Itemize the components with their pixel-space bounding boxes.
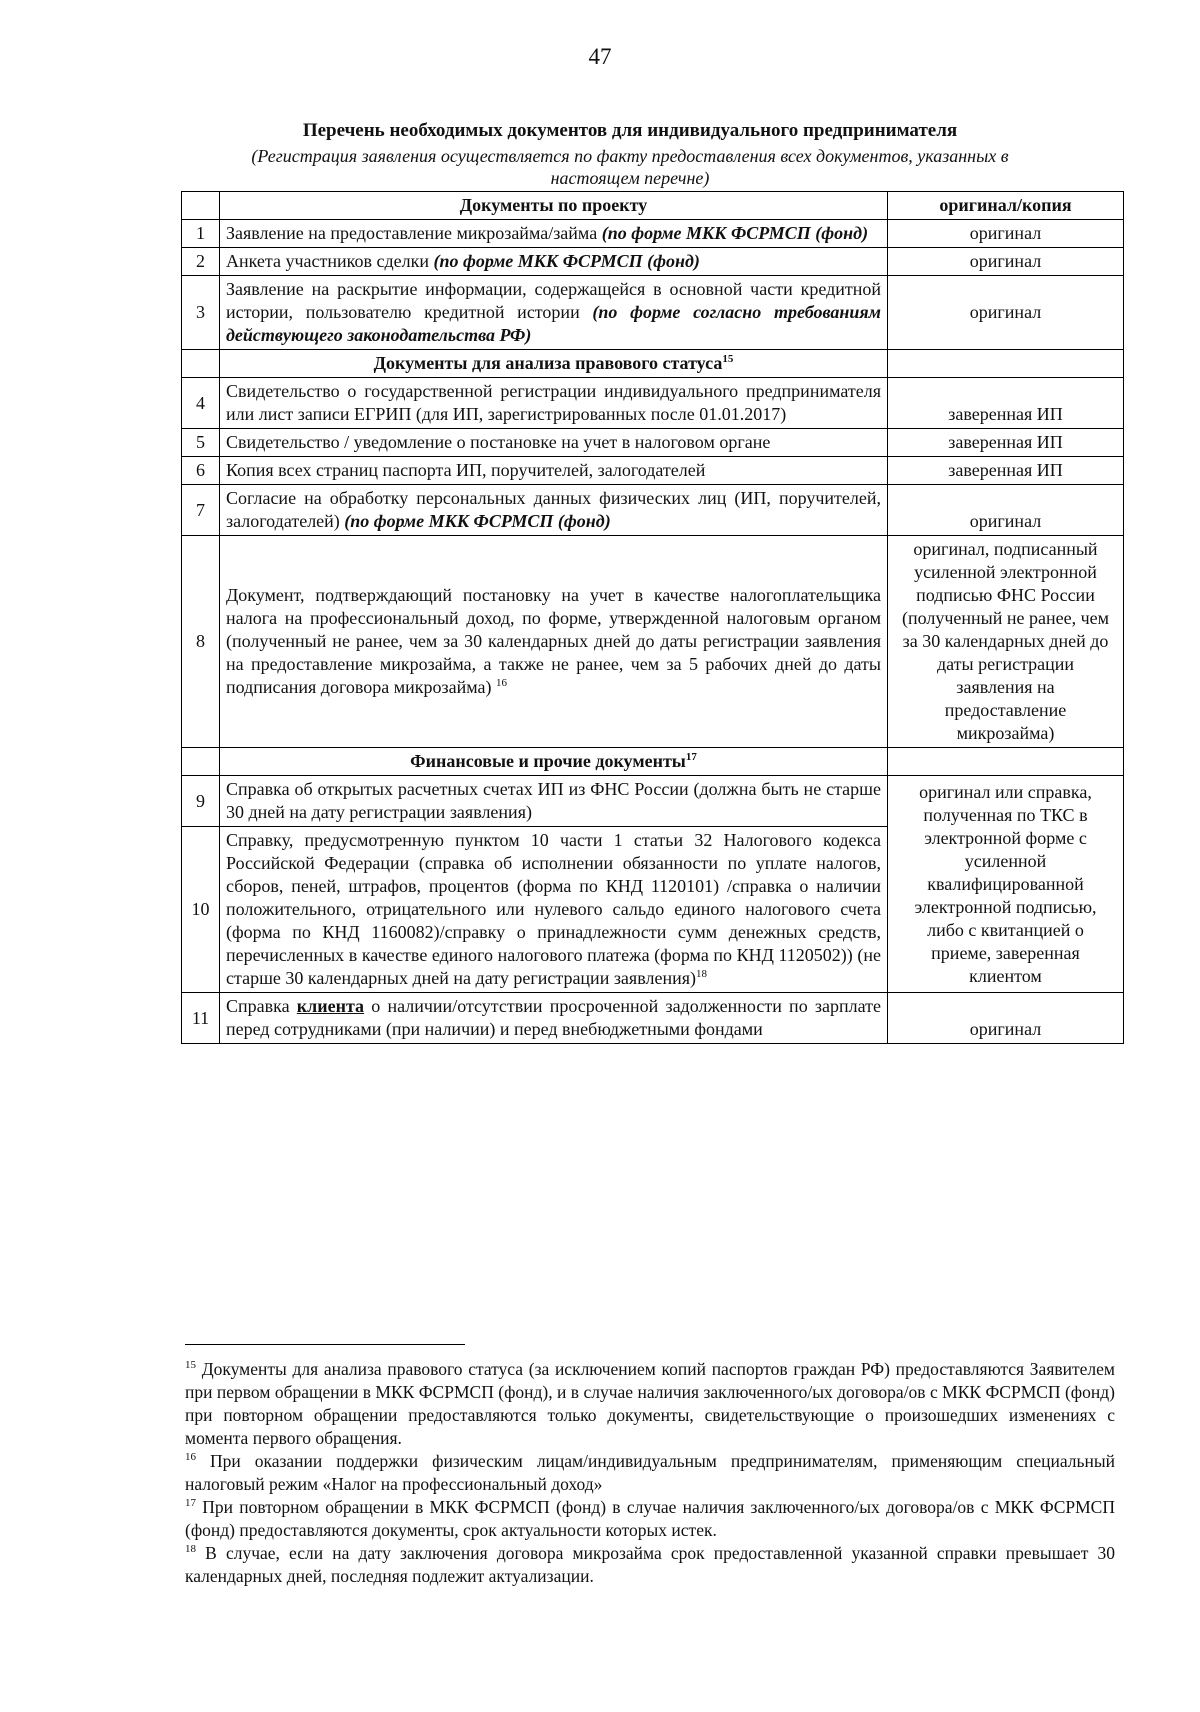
- section-num-cell: [182, 748, 220, 776]
- footnote-text: При оказании поддержки физическим лицам/индивидуальным предпринимателям, применяющим специальный налоговый режим «Налог на профессиональный доход»: [185, 1451, 1115, 1494]
- footnotes: [185, 1358, 1115, 1588]
- row-status: оригинал, подписанный усиленной электронной подписью ФНС России (полученный не ранее, чем за 30 календарных дней до даты регистрации заявления на предоставление микрозайма): [888, 536, 1124, 748]
- row-number: 10: [182, 827, 220, 993]
- header-docs: Документы по проекту: [220, 192, 888, 220]
- footnote: [185, 1450, 1115, 1496]
- row-description: Свидетельство о государственной регистрации индивидуального предпринимателя или лист записи ЕГРИП (для ИП, зарегистрированных после 01.01.2017): [220, 378, 888, 429]
- row-text: Заявление на раскрытие информации, содержащейся в основной части кредитной истории, пользователю кредитной истории: [226, 279, 881, 322]
- row-number: 1: [182, 220, 220, 248]
- section-num-cell: [182, 350, 220, 378]
- section-status-cell: [888, 748, 1124, 776]
- header-status: оригинал/копия: [888, 192, 1124, 220]
- row-number: 9: [182, 776, 220, 827]
- page-number: 47: [588, 44, 612, 69]
- table-row: [182, 993, 1124, 1044]
- footnote-ref: 17: [685, 751, 697, 763]
- section-label: Финансовые и прочие документы: [410, 751, 686, 771]
- row-form-note: (по форме МКК ФСРМСП (фонд): [433, 251, 700, 271]
- footnote-number: 16: [185, 1451, 196, 1464]
- footnote-divider: [185, 1344, 465, 1345]
- row-description: Справка об открытых расчетных счетах ИП из ФНС России (должна быть не старше 30 дней на дату регистрации заявления): [220, 776, 888, 827]
- row-number: 7: [182, 485, 220, 536]
- row-description: [220, 827, 888, 993]
- row-description: [220, 220, 888, 248]
- footnote: [185, 1358, 1115, 1450]
- row-description: [220, 536, 888, 748]
- row-status: заверенная ИП: [888, 429, 1124, 457]
- row-underlined-word: клиента: [296, 996, 365, 1016]
- table-row: [182, 485, 1124, 536]
- header-num-cell: [182, 192, 220, 220]
- row-text: о наличии/отсутствии просроченной задолженности по зарплате перед сотрудниками (при наличии) и перед внебюджетными фондами: [226, 996, 881, 1039]
- table-row: [182, 248, 1124, 276]
- row-description: [220, 276, 888, 350]
- row-description: Копия всех страниц паспорта ИП, поручителей, залогодателей: [220, 457, 888, 485]
- row-status: оригинал: [888, 220, 1124, 248]
- row-form-note: (по форме МКК ФСРМСП (фонд): [601, 223, 869, 243]
- row-text: Документ, подтверждающий постановку на учет в качестве налогоплательщика налога на профессиональный доход, по форме, утвержденной налоговым органом (полученный не ранее, чем за 30 календарных дней до даты регистрации заявления на предоставление микрозайма, а также не ранее, чем за 5 рабочих дней до даты подписания договора микрозайма): [226, 585, 881, 697]
- row-status: оригинал: [888, 276, 1124, 350]
- document-title: Перечень необходимых документов для индивидуального предпринимателя: [302, 120, 958, 141]
- row-text: Согласие на обработку персональных данных физических лиц (ИП, поручителей, залогодателей): [226, 488, 881, 531]
- row-status: оригинал: [888, 993, 1124, 1044]
- footnote-ref: 16: [496, 677, 507, 689]
- section-status-cell: [888, 350, 1124, 378]
- table-row: [182, 276, 1124, 350]
- row-number: 6: [182, 457, 220, 485]
- row-number: 11: [182, 993, 220, 1044]
- table-row: [182, 457, 1124, 485]
- section-label: Документы для анализа правового статуса: [373, 353, 723, 373]
- footnote: [185, 1496, 1115, 1542]
- row-description: Свидетельство / уведомление о постановке на учет в налоговом органе: [220, 429, 888, 457]
- row-number: 8: [182, 536, 220, 748]
- row-status: заверенная ИП: [888, 457, 1124, 485]
- documents-table: [181, 191, 1124, 1044]
- row-text-before: Справка: [226, 996, 297, 1016]
- row-number: 5: [182, 429, 220, 457]
- section-header-row: [182, 748, 1124, 776]
- document-subtitle: (Регистрация заявления осуществляется по факту предоставления всех документов, указанных в настоящем перечне): [251, 146, 1009, 188]
- row-status: оригинал: [888, 485, 1124, 536]
- section-finance-title: [220, 748, 888, 776]
- footnote-number: 15: [185, 1359, 196, 1372]
- table-row: [182, 378, 1124, 429]
- footnote-text: При повторном обращении в МКК ФСРМСП (фонд) в случае наличия заключенного/ых договора/ов с МКК ФСРМСП (фонд) предоставляются документы, срок актуальности которых истек.: [185, 1497, 1115, 1540]
- footnote-text: В случае, если на дату заключения договора микрозайма срок предоставленной указанной справки превышает 30 календарных дней, последняя подлежит актуализации.: [185, 1543, 1115, 1586]
- table-row: [182, 536, 1124, 748]
- table-row: [182, 220, 1124, 248]
- row-text: Заявление на предоставление микрозайма/займа: [226, 223, 602, 243]
- row-description: [220, 248, 888, 276]
- row-number: 2: [182, 248, 220, 276]
- row-text: Справку, предусмотренную пунктом 10 части 1 статьи 32 Налогового кодекса Российской Федерации (справка об исполнении обязанности по уплате налогов, сборов, пеней, штрафов, процентов (форма по КНД 1120101) /справка о наличии положительного, отрицательного или нулевого сальдо единого налогового счета (форма по КНД 1160082)/справку о принадлежности сумм денежных средств, перечисленных в качестве единого налогового платежа (форма по КНД 1120502)) (не старше 30 календарных дней на дату регистрации заявления): [226, 830, 881, 988]
- row-number: 4: [182, 378, 220, 429]
- table-row: [182, 776, 1124, 827]
- section-legal-title: [220, 350, 888, 378]
- footnote-number: 17: [185, 1497, 196, 1510]
- row-status-merged: оригинал или справка, полученная по ТКС в электронной форме с усиленной квалифицированной электронной подписью, либо с квитанцией о приеме, заверенная клиентом: [888, 776, 1124, 993]
- row-description: [220, 485, 888, 536]
- row-text: Анкета участников сделки: [226, 251, 434, 271]
- row-status: оригинал: [888, 248, 1124, 276]
- table-row: [182, 429, 1124, 457]
- section-header-row: [182, 350, 1124, 378]
- footnote-ref: 15: [722, 353, 734, 365]
- row-number: 3: [182, 276, 220, 350]
- row-description: [220, 993, 888, 1044]
- footnote-ref: 18: [695, 968, 707, 980]
- footnote-text: Документы для анализа правового статуса (за исключением копий паспортов граждан РФ) предоставляются Заявителем при первом обращении в МКК ФСРМСП (фонд), и в случае наличия заключенного/ых договора/ов с МКК ФСРМСП (фонд) при повторном обращении предоставляются только документы, свидетельствующие о произошедших изменениях с момента первого обращения.: [185, 1359, 1115, 1448]
- footnote-number: 18: [185, 1543, 196, 1556]
- table-header-row: [182, 192, 1124, 220]
- footnote: [185, 1542, 1115, 1588]
- row-form-note: (по форме согласно требованиям действующего законодательства РФ): [226, 302, 881, 345]
- row-form-note: (по форме МКК ФСРМСП (фонд): [344, 511, 611, 531]
- row-status: заверенная ИП: [888, 378, 1124, 429]
